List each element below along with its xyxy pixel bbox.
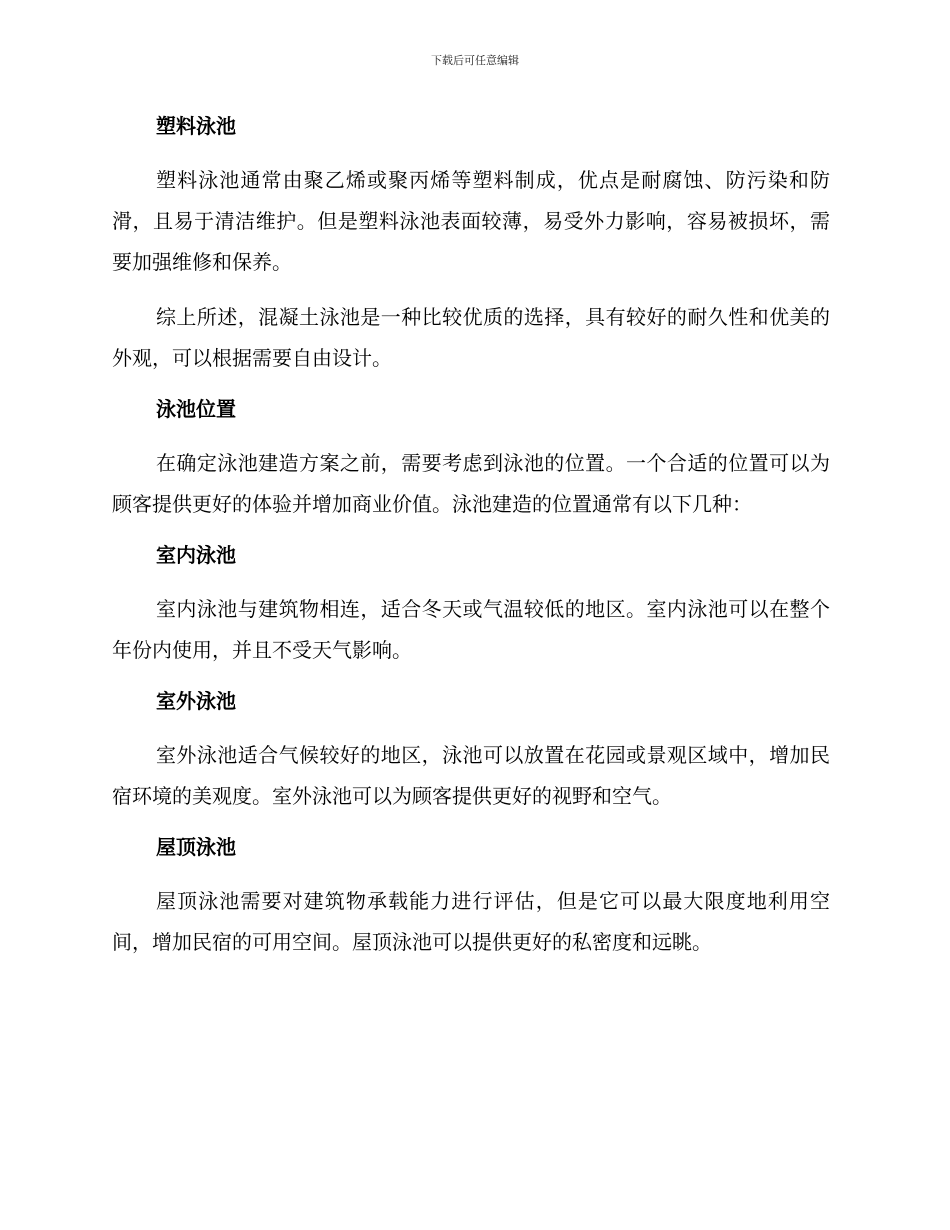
paragraph-pool-location: 在确定泳池建造方案之前，需要考虑到泳池的位置。一个合适的位置可以为顾客提供更好的体验并增加商业价值。泳池建造的位置通常有以下几种： bbox=[112, 451, 830, 516]
section-heading-rooftop-pool: 屋顶泳池 bbox=[156, 835, 236, 859]
paragraph-outdoor-pool: 室外泳池适合气候较好的地区，泳池可以放置在花园或景观区域中，增加民宿环境的美观度。室外泳池可以为顾客提供更好的视野和空气。 bbox=[112, 743, 830, 808]
section-heading-outdoor-pool: 室外泳池 bbox=[156, 689, 236, 713]
paragraph-plastic-pool: 塑料泳池通常由聚乙烯或聚丙烯等塑料制成，优点是耐腐蚀、防污染和防滑，且易于清洁维护。但是塑料泳池表面较薄，易受外力影响，容易被损坏，需要加强维修和保养。 bbox=[112, 168, 830, 274]
paragraph-indoor-pool: 室内泳池与建筑物相连，适合冬天或气温较低的地区。室内泳池可以在整个年份内使用，并且不受天气影响。 bbox=[112, 597, 830, 662]
section-heading-plastic-pool: 塑料泳池 bbox=[156, 114, 236, 138]
paragraph-rooftop-pool: 屋顶泳池需要对建筑物承载能力进行评估，但是它可以最大限度地利用空间，增加民宿的可用空间。屋顶泳池可以提供更好的私密度和远眺。 bbox=[112, 889, 830, 954]
paragraph-summary: 综上所述，混凝土泳池是一种比较优质的选择，具有较好的耐久性和优美的外观，可以根据需要自由设计。 bbox=[112, 305, 830, 370]
section-heading-indoor-pool: 室内泳池 bbox=[156, 543, 236, 567]
page-header: 下载后可任意编辑 bbox=[431, 54, 519, 67]
section-heading-pool-location: 泳池位置 bbox=[156, 397, 236, 421]
document-body bbox=[112, 110, 830, 977]
